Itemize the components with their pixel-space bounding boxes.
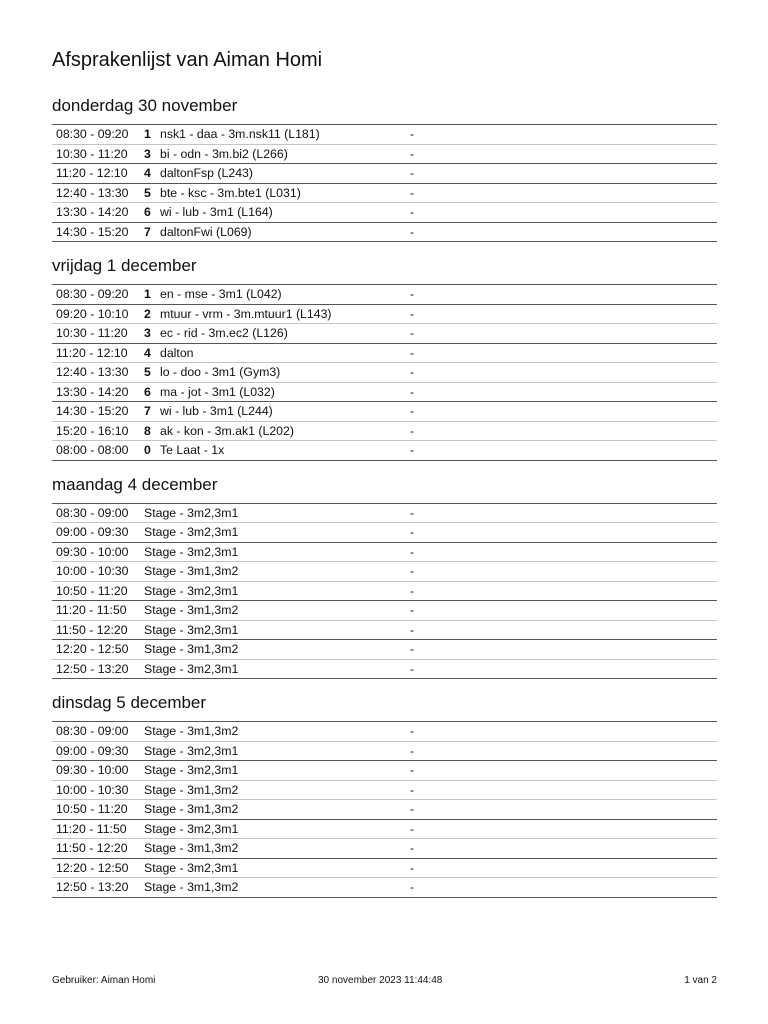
appointment-description: ak - kon - 3m.ak1 (L202): [160, 421, 410, 441]
appointments-table: [52, 124, 717, 242]
appointment-note: -: [410, 183, 717, 203]
appointment-time: 08:30 - 09:00: [52, 722, 144, 742]
appointment-time: 08:30 - 09:00: [52, 503, 144, 523]
appointment-row: [52, 780, 717, 800]
appointment-time: 10:00 - 10:30: [52, 780, 144, 800]
appointment-note: -: [410, 523, 717, 543]
appointment-description: daltonFsp (L243): [160, 164, 410, 184]
appointment-note: -: [410, 780, 717, 800]
appointment-note: -: [410, 503, 717, 523]
appointment-description: Stage - 3m1,3m2: [144, 601, 410, 621]
appointment-time: 14:30 - 15:20: [52, 222, 144, 242]
lesson-number: 5: [144, 183, 160, 203]
appointment-description: Stage - 3m1,3m2: [144, 640, 410, 660]
appointment-note: -: [410, 878, 717, 898]
appointment-time: 12:20 - 12:50: [52, 858, 144, 878]
appointment-time: 08:00 - 08:00: [52, 441, 144, 461]
appointment-time: 10:30 - 11:20: [52, 324, 144, 344]
appointment-time: 10:50 - 11:20: [52, 581, 144, 601]
appointment-note: -: [410, 620, 717, 640]
appointment-time: 09:30 - 10:00: [52, 761, 144, 781]
appointment-note: -: [410, 601, 717, 621]
appointment-description: wi - lub - 3m1 (L164): [160, 203, 410, 223]
appointment-description: Stage - 3m2,3m1: [144, 819, 410, 839]
lesson-number: 7: [144, 222, 160, 242]
lesson-number: 8: [144, 421, 160, 441]
lesson-number: 4: [144, 343, 160, 363]
appointment-note: -: [410, 659, 717, 679]
appointment-description: lo - doo - 3m1 (Gym3): [160, 363, 410, 383]
appointment-description: Stage - 3m1,3m2: [144, 839, 410, 859]
appointment-description: ec - rid - 3m.ec2 (L126): [160, 324, 410, 344]
day-section: [52, 473, 717, 680]
lesson-number: 1: [144, 285, 160, 305]
appointment-description: nsk1 - daa - 3m.nsk11 (L181): [160, 125, 410, 145]
appointment-row: [52, 562, 717, 582]
appointment-description: Stage - 3m1,3m2: [144, 780, 410, 800]
appointment-row: [52, 183, 717, 203]
lesson-number: 1: [144, 125, 160, 145]
appointment-description: Stage - 3m2,3m1: [144, 659, 410, 679]
appointment-time: 12:50 - 13:20: [52, 878, 144, 898]
appointment-row: [52, 601, 717, 621]
lesson-number: 0: [144, 441, 160, 461]
appointment-note: -: [410, 324, 717, 344]
appointment-note: -: [410, 542, 717, 562]
lesson-number: 3: [144, 144, 160, 164]
appointment-time: 08:30 - 09:20: [52, 285, 144, 305]
appointment-row: [52, 761, 717, 781]
footer-timestamp: 30 november 2023 11:44:48: [318, 975, 443, 986]
appointment-time: 14:30 - 15:20: [52, 402, 144, 422]
appointment-row: [52, 441, 717, 461]
appointment-note: -: [410, 858, 717, 878]
appointment-description: Stage - 3m1,3m2: [144, 562, 410, 582]
appointment-description: mtuur - vrm - 3m.mtuur1 (L143): [160, 304, 410, 324]
day-title: dinsdag 5 december: [52, 693, 207, 712]
appointment-note: -: [410, 421, 717, 441]
appointment-note: -: [410, 164, 717, 184]
appointment-time: 08:30 - 09:20: [52, 125, 144, 145]
appointment-row: [52, 421, 717, 441]
day-title: maandag 4 december: [52, 474, 218, 494]
day-section: [52, 691, 717, 898]
footer-page-number: 1 van 2: [684, 975, 717, 986]
appointment-time: 09:00 - 09:30: [52, 741, 144, 761]
appointment-time: 11:50 - 12:20: [52, 620, 144, 640]
appointment-description: Stage - 3m1,3m2: [144, 878, 410, 898]
footer-user: Gebruiker: Aiman Homi: [52, 975, 156, 986]
appointment-description: Stage - 3m2,3m1: [144, 523, 410, 543]
appointment-note: -: [410, 144, 717, 164]
appointment-row: [52, 878, 717, 898]
lesson-number: 4: [144, 164, 160, 184]
appointment-row: [52, 402, 717, 422]
appointment-time: 11:20 - 11:50: [52, 601, 144, 621]
appointment-note: -: [410, 382, 717, 402]
appointment-time: 10:30 - 11:20: [52, 144, 144, 164]
appointment-time: 11:20 - 12:10: [52, 343, 144, 363]
appointment-note: -: [410, 125, 717, 145]
appointment-note: -: [410, 800, 717, 820]
appointments-table: [52, 721, 717, 898]
day-section: [52, 254, 717, 461]
page-title: Afsprakenlijst van Aiman Homi: [52, 49, 323, 71]
lesson-number: 7: [144, 402, 160, 422]
appointment-row: [52, 640, 717, 660]
appointment-row: [52, 839, 717, 859]
appointment-note: -: [410, 722, 717, 742]
appointment-description: Stage - 3m2,3m1: [144, 620, 410, 640]
appointment-note: -: [410, 741, 717, 761]
appointment-description: Stage - 3m2,3m1: [144, 858, 410, 878]
appointment-description: daltonFwi (L069): [160, 222, 410, 242]
appointment-row: [52, 819, 717, 839]
appointment-row: [52, 659, 717, 679]
page-footer: [52, 975, 717, 989]
appointment-time: 12:40 - 13:30: [52, 183, 144, 203]
appointment-note: -: [410, 222, 717, 242]
appointment-row: [52, 542, 717, 562]
appointment-time: 09:30 - 10:00: [52, 542, 144, 562]
appointment-row: [52, 722, 717, 742]
lesson-number: 6: [144, 203, 160, 223]
appointment-note: -: [410, 819, 717, 839]
appointment-time: 09:20 - 10:10: [52, 304, 144, 324]
appointment-note: -: [410, 839, 717, 859]
appointment-description: bte - ksc - 3m.bte1 (L031): [160, 183, 410, 203]
appointment-row: [52, 581, 717, 601]
appointment-description: Stage - 3m2,3m1: [144, 542, 410, 562]
appointment-row: [52, 324, 717, 344]
appointment-row: [52, 620, 717, 640]
appointment-description: Te Laat - 1x: [160, 441, 410, 461]
appointment-note: -: [410, 640, 717, 660]
appointment-row: [52, 203, 717, 223]
appointment-description: ma - jot - 3m1 (L032): [160, 382, 410, 402]
appointment-note: -: [410, 304, 717, 324]
appointment-time: 11:20 - 12:10: [52, 164, 144, 184]
appointment-note: -: [410, 285, 717, 305]
appointment-time: 13:30 - 14:20: [52, 203, 144, 223]
appointment-note: -: [410, 562, 717, 582]
lesson-number: 5: [144, 363, 160, 383]
appointment-row: [52, 503, 717, 523]
appointment-time: 12:50 - 13:20: [52, 659, 144, 679]
day-title: donderdag 30 november: [52, 96, 238, 115]
appointment-row: [52, 741, 717, 761]
appointment-note: -: [410, 441, 717, 461]
appointment-time: 10:00 - 10:30: [52, 562, 144, 582]
appointment-note: -: [410, 343, 717, 363]
appointment-note: -: [410, 402, 717, 422]
day-section: [52, 94, 717, 242]
appointment-time: 11:50 - 12:20: [52, 839, 144, 859]
appointment-row: [52, 285, 717, 305]
appointment-time: 12:20 - 12:50: [52, 640, 144, 660]
appointment-row: [52, 343, 717, 363]
appointment-time: 12:40 - 13:30: [52, 363, 144, 383]
appointments-table: [52, 284, 717, 461]
appointment-row: [52, 523, 717, 543]
appointment-note: -: [410, 363, 717, 383]
appointment-description: en - mse - 3m1 (L042): [160, 285, 410, 305]
appointment-time: 15:20 - 16:10: [52, 421, 144, 441]
appointment-description: Stage - 3m2,3m1: [144, 761, 410, 781]
appointment-description: Stage - 3m1,3m2: [144, 722, 410, 742]
appointment-time: 11:20 - 11:50: [52, 819, 144, 839]
appointment-row: [52, 125, 717, 145]
appointment-description: Stage - 3m1,3m2: [144, 800, 410, 820]
lesson-number: 2: [144, 304, 160, 324]
appointment-note: -: [410, 581, 717, 601]
appointment-row: [52, 800, 717, 820]
appointment-row: [52, 382, 717, 402]
appointment-row: [52, 164, 717, 184]
appointment-row: [52, 363, 717, 383]
appointment-time: 13:30 - 14:20: [52, 382, 144, 402]
appointment-row: [52, 858, 717, 878]
appointment-note: -: [410, 203, 717, 223]
appointment-row: [52, 144, 717, 164]
appointment-note: -: [410, 761, 717, 781]
day-title: vrijdag 1 december: [52, 256, 197, 275]
appointment-description: Stage - 3m2,3m1: [144, 503, 410, 523]
appointments-table: [52, 503, 717, 680]
appointment-row: [52, 222, 717, 242]
lesson-number: 3: [144, 324, 160, 344]
appointment-time: 10:50 - 11:20: [52, 800, 144, 820]
appointment-description: bi - odn - 3m.bi2 (L266): [160, 144, 410, 164]
appointment-row: [52, 304, 717, 324]
lesson-number: 6: [144, 382, 160, 402]
appointment-description: Stage - 3m2,3m1: [144, 741, 410, 761]
appointment-description: Stage - 3m2,3m1: [144, 581, 410, 601]
appointment-time: 09:00 - 09:30: [52, 523, 144, 543]
days-container: [52, 94, 717, 910]
appointment-description: wi - lub - 3m1 (L244): [160, 402, 410, 422]
appointment-description: dalton: [160, 343, 410, 363]
